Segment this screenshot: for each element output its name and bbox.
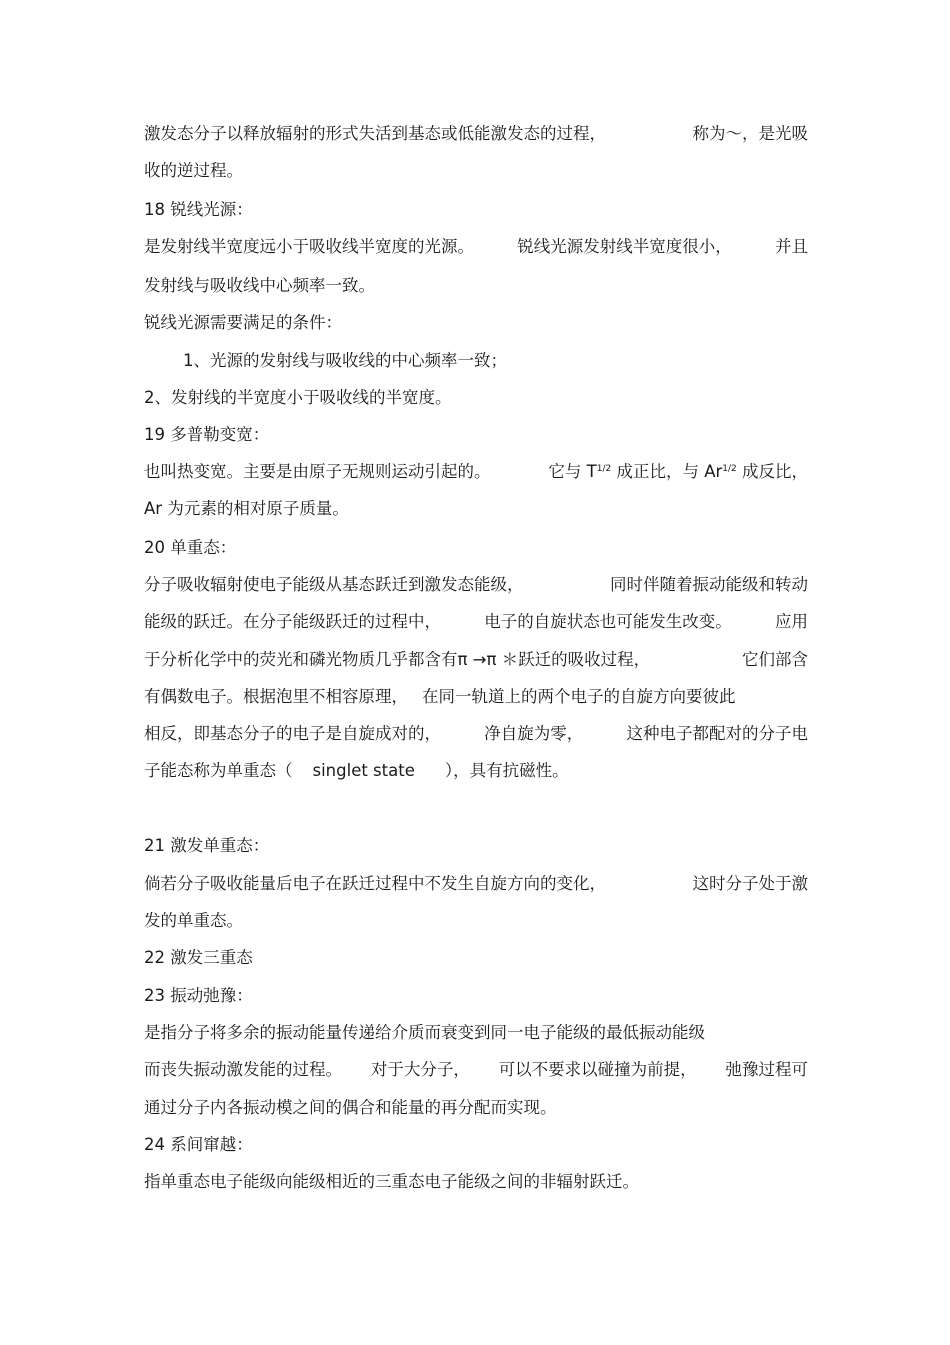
text: 相反，即基态分子的电子是自旋成对的，: [144, 724, 441, 743]
section-19-heading: 19 多普勒变宽：: [144, 425, 270, 444]
section-21-line-1: [144, 874, 808, 896]
section-23-line-1: 是指分子将多余的振动能量传递给介质而衰变到同一电子能级的最低振动能级: [144, 1023, 705, 1042]
text: 弛豫过程可: [725, 1060, 808, 1079]
text: 这时分子处于激: [692, 874, 808, 893]
superscript: 1/2: [596, 464, 612, 474]
section-20-line-1: [144, 575, 808, 597]
text: 对于大分子，: [370, 1060, 470, 1079]
text: 有偶数电子。根据泡里不相容原理，: [144, 687, 408, 706]
text: 这种电子都配对的分子电: [626, 724, 808, 743]
section-18-line-2: 发射线与吸收线中心频率一致。: [144, 276, 375, 295]
text: 锐线光源发射线半宽度很小，: [517, 237, 732, 256]
text: 它与 T: [548, 462, 597, 481]
text: 是发射线半宽度远小于吸收线半宽度的光源。: [144, 237, 474, 256]
section-20-heading: 20 单重态：: [144, 538, 237, 557]
section-23-heading: 23 振动弛豫：: [144, 986, 253, 1005]
text: ），具有抗磁性。: [444, 761, 569, 780]
text: 能级的跃迁。在分子能级跃迁的过程中，: [144, 612, 441, 631]
section-20-line-4: [144, 687, 784, 709]
text: 应用: [775, 612, 808, 631]
intro-line-1: [144, 124, 808, 146]
section-21-line-2: 发的单重态。: [144, 911, 243, 930]
text: 激发态分子以释放辐射的形式失活到基态或低能激发态的过程，: [144, 124, 606, 143]
text: 净自旋为零，: [484, 724, 584, 743]
text: 电子的自旋状态也可能发生改变。: [484, 612, 732, 631]
section-18-line-1: [144, 237, 808, 259]
section-20-line-3: [144, 650, 808, 672]
text: 倘若分子吸收能量后电子在跃迁过程中不发生自旋方向的变化，: [144, 874, 606, 893]
section-24-heading: 24 系间窜越：: [144, 1135, 253, 1154]
section-19-line-1: [144, 462, 808, 484]
text: 成正比，与 Ar: [611, 462, 723, 481]
section-19-line-2: Ar 为元素的相对原子质量。: [144, 499, 349, 518]
text: 同时伴随着振动能级和转动: [610, 575, 808, 594]
section-22-heading: 22 激发三重态: [144, 948, 253, 967]
section-24-line-1: 指单重态电子能级向能级相近的三重态电子能级之间的非辐射跃迁。: [144, 1172, 639, 1191]
text: 可以不要求以碰撞为前提，: [498, 1060, 697, 1079]
text: 在同一轨道上的两个电子的自旋方向要彼此: [422, 687, 736, 706]
text: 它们部含: [742, 650, 808, 669]
section-20-line-2: [144, 612, 808, 634]
section-18-heading: 18 锐线光源：: [144, 200, 253, 219]
text: 成反比，: [736, 462, 808, 481]
section-18-conditions-title: 锐线光源需要满足的条件：: [144, 313, 342, 332]
section-20-line-6: [144, 761, 808, 783]
text: 称为～，是光吸: [692, 124, 808, 143]
text: 并且: [775, 237, 808, 256]
section-18-condition-1: 1、光源的发射线与吸收线的中心频率一致；: [183, 351, 507, 370]
formula-text: [548, 462, 808, 484]
text: 而丧失振动激发能的过程。: [144, 1060, 342, 1079]
section-18-condition-2: 2、发射线的半宽度小于吸收线的半宽度。: [144, 388, 452, 407]
text: 于分析化学中的荧光和磷光物质几乎都含有π →π ＊跃迁的吸收过程，: [144, 650, 651, 669]
text: 也叫热变宽。主要是由原子无规则运动引起的。: [144, 462, 491, 481]
superscript: 1/2: [722, 464, 737, 474]
section-21-heading: 21 激发单重态：: [144, 836, 270, 855]
term-singlet-state: singlet state: [312, 761, 415, 780]
section-23-line-2: [144, 1060, 808, 1082]
text: 分子吸收辐射使电子能级从基态跃迁到激发态能级，: [144, 575, 524, 594]
text: 子能态称为单重态（: [144, 761, 293, 780]
section-23-line-3: 通过分子内各振动模之间的偶合和能量的再分配而实现。: [144, 1098, 557, 1117]
intro-line-2: 收的逆过程。: [144, 161, 243, 180]
section-20-line-5: [144, 724, 808, 746]
